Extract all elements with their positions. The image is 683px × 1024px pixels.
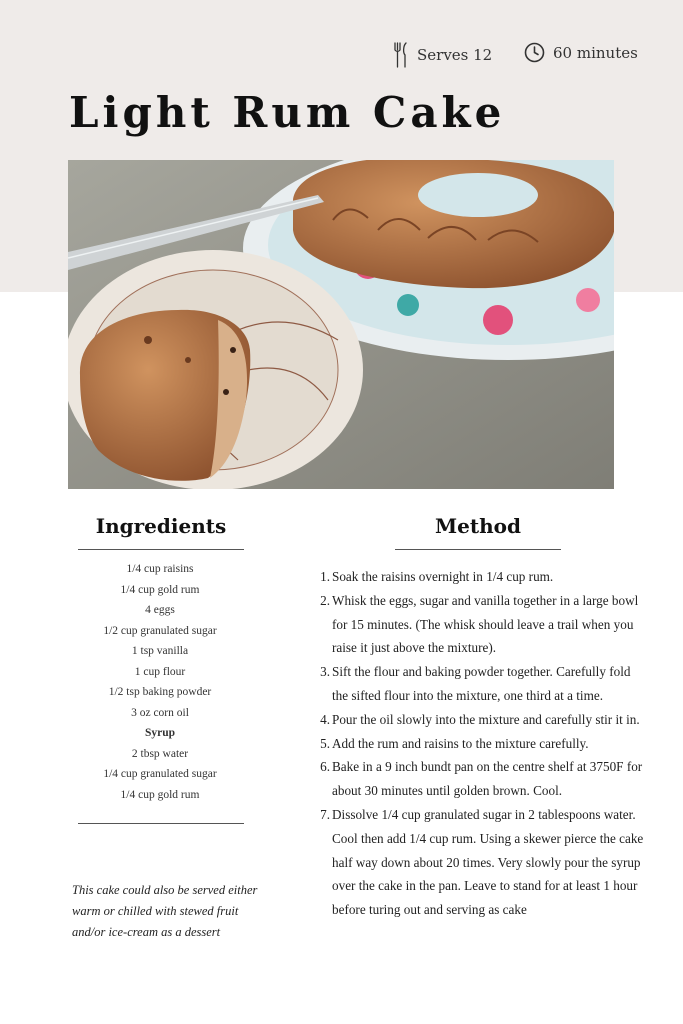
step-text: Add the rum and raisins to the mixture carefully. xyxy=(332,735,589,751)
ingredients-heading: Ingredients xyxy=(95,514,227,538)
ingredient-item: 1/4 cup gold rum xyxy=(120,583,200,596)
step-number: 5. xyxy=(320,735,330,751)
ingredient-item: 1/2 cup granulated sugar xyxy=(103,624,217,637)
method-step xyxy=(310,803,645,922)
ingredients-divider-top xyxy=(78,549,244,550)
time-text: 60 minutes xyxy=(553,43,638,62)
ingredient-item: 1/4 cup gold rum xyxy=(120,788,200,801)
ingredient-item: 1 cup flour xyxy=(134,665,186,678)
ingredient-item: 1/4 cup granulated sugar xyxy=(103,768,217,780)
ingredients-list xyxy=(60,559,260,805)
syrup-subheading: Syrup xyxy=(144,727,176,739)
method-step xyxy=(310,589,645,660)
step-number: 3. xyxy=(320,664,330,680)
clock-icon xyxy=(524,42,545,63)
ingredients-divider-bottom xyxy=(78,823,244,824)
step-text: Pour the oil slowly into the mixture and carefully stir it in. xyxy=(332,711,640,727)
fork-knife-icon xyxy=(393,42,409,68)
step-text: Dissolve 1/4 cup granulated sugar in 2 tablespoons water. Cool then add 1/4 cup rum. Using a skewer pierce the cake half way down about 20 times. Very slowly pour the syrup over the cake in the pan. Leave to stand for at least 1 hour before turing out and serving as cake xyxy=(332,806,644,918)
recipe-title: Light Rum Cake xyxy=(69,88,506,137)
step-number: 7. xyxy=(320,806,330,822)
step-text: Whisk the eggs, sugar and vanilla together in a large bowl for 15 minutes. (The whisk should leave a trail when you raise it just above the mixture). xyxy=(332,592,639,656)
step-number: 6. xyxy=(320,759,330,775)
method-step xyxy=(310,732,645,756)
step-text: Sift the flour and baking powder together. Carefully fold the sifted flour into the mixture, one third at a time. xyxy=(332,664,631,703)
method-step xyxy=(310,755,645,803)
ingredient-item: 4 eggs xyxy=(145,604,175,616)
method-steps xyxy=(310,565,645,922)
step-number: 4. xyxy=(320,711,330,727)
cake-photo xyxy=(68,160,614,489)
serves-info xyxy=(393,42,492,68)
ingredient-item: 2 tbsp water xyxy=(131,747,189,760)
ingredient-item: 1/2 tsp baking powder xyxy=(108,686,212,698)
time-info xyxy=(524,42,638,63)
method-step xyxy=(310,708,645,732)
method-step xyxy=(310,565,645,589)
serving-note: This cake could also be served either warm or chilled with stewed fruit and/or ice-cream as a dessert xyxy=(72,882,258,939)
method-heading: Method xyxy=(435,514,521,538)
step-text: Bake in a 9 inch bundt pan on the centre shelf at 3750F for about 30 minutes until golden brown. Cool. xyxy=(332,759,643,799)
step-number: 1. xyxy=(320,569,330,584)
method-divider xyxy=(395,549,561,550)
step-text: Soak the raisins overnight in 1/4 cup rum. xyxy=(332,569,554,584)
ingredient-item: 3 oz corn oil xyxy=(131,706,189,719)
ingredient-item: 1 tsp vanilla xyxy=(131,645,189,657)
serves-text: Serves 12 xyxy=(417,46,493,64)
ingredient-item: 1/4 cup raisins xyxy=(126,563,194,575)
step-number: 2. xyxy=(320,592,330,608)
method-step xyxy=(310,660,645,708)
